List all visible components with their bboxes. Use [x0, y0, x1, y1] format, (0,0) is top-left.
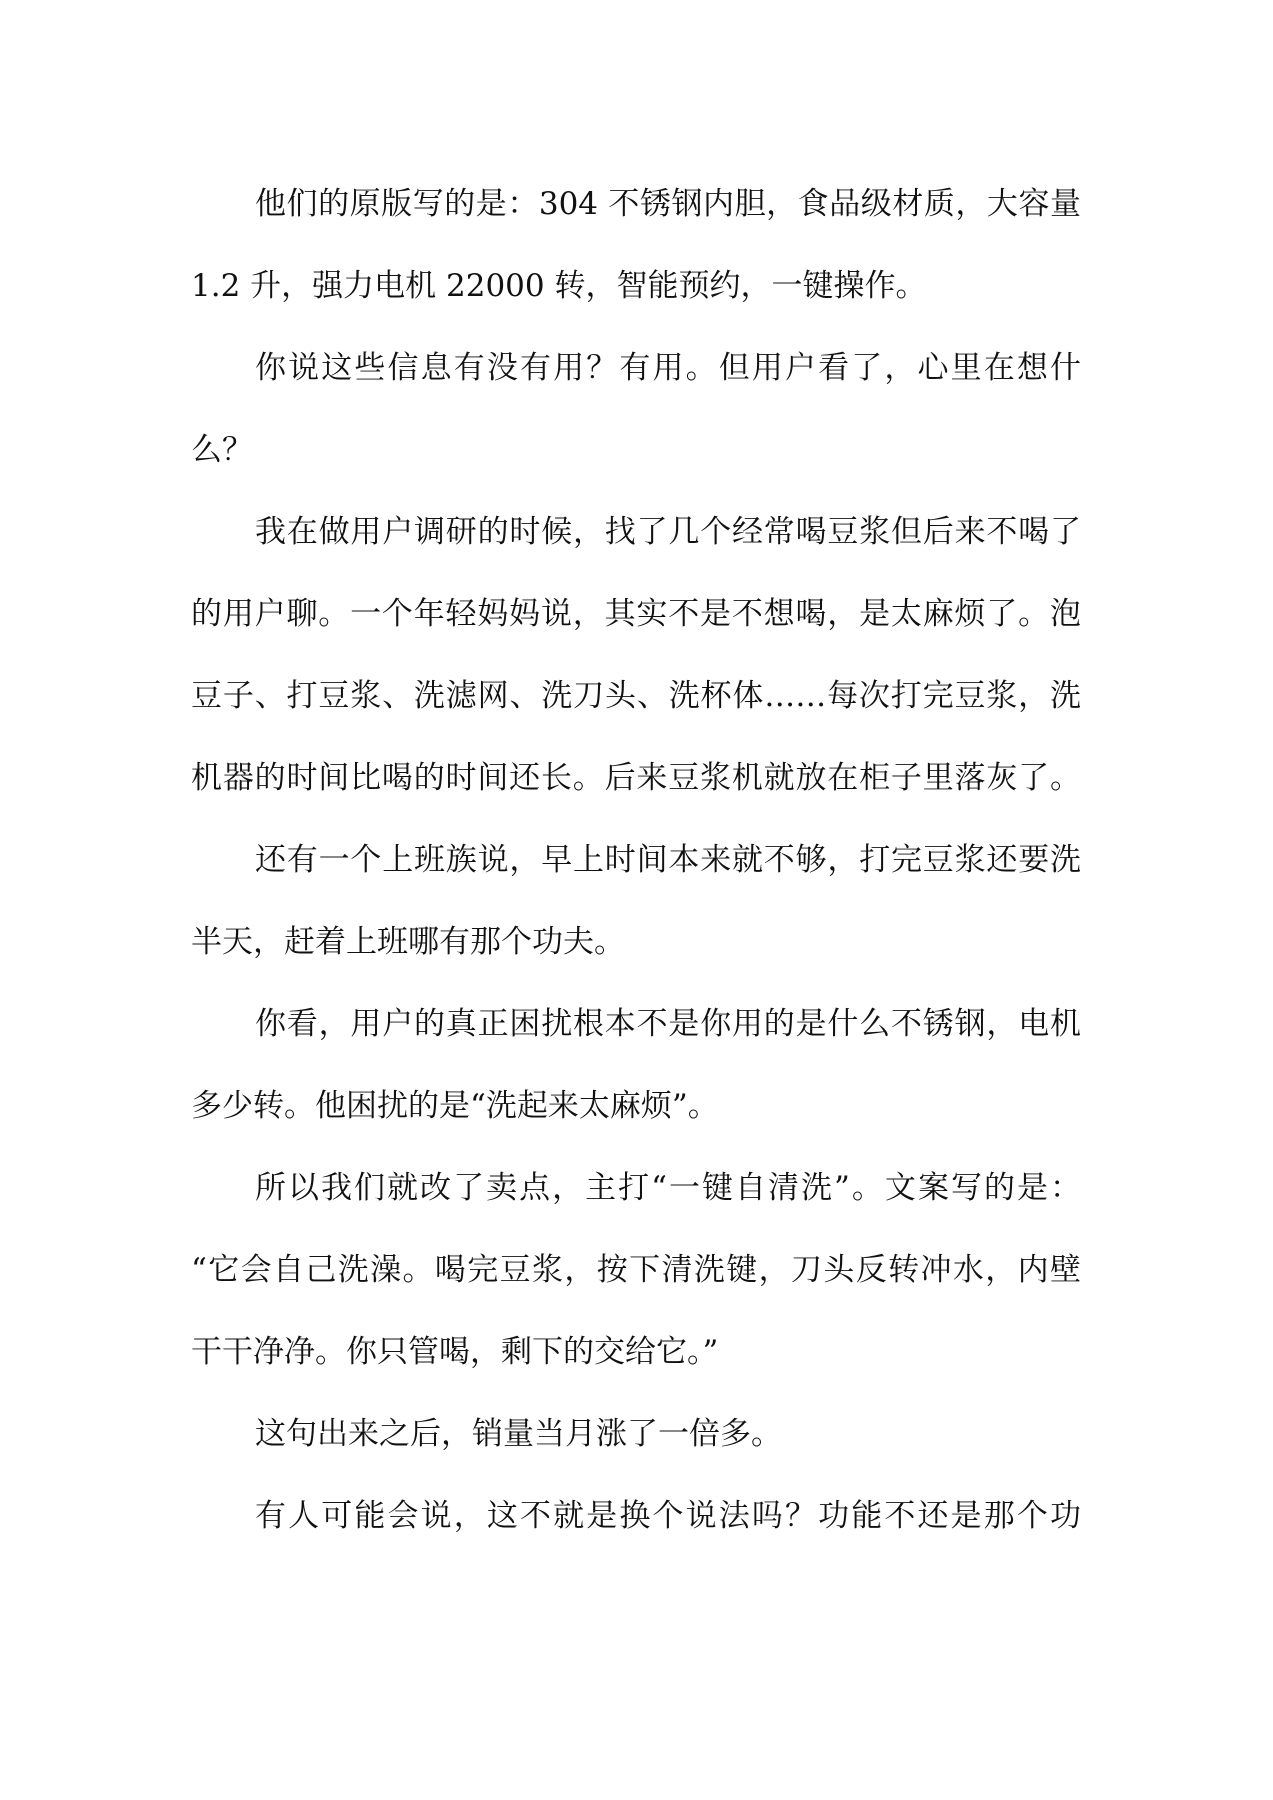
paragraph-line: 半天，赶着上班哪有那个功夫。: [191, 924, 625, 960]
paragraph-line: 多少转。他困扰的是“洗起来太麻烦”。: [191, 1088, 719, 1124]
paragraph-line: 豆子、打豆浆、洗滤网、洗刀头、洗杯体……每次打完豆浆，洗: [191, 678, 1081, 714]
paragraph-line: “它会自己洗澡。喝完豆浆，按下清洗键，刀头反转冲水，内壁: [191, 1252, 1081, 1288]
paragraph-line: 有人可能会说，这不就是换个说法吗？功能不还是那个功: [255, 1498, 1081, 1534]
paragraph-line: 还有一个上班族说，早上时间本来就不够，打完豆浆还要洗: [255, 842, 1081, 878]
paragraph-line: 他们的原版写的是：304 不锈钢内胆，食品级材质，大容量: [255, 186, 1081, 222]
paragraph-line: 1.2 升，强力电机 22000 转，智能预约，一键操作。: [191, 268, 927, 304]
paragraph-line: 所以我们就改了卖点，主打“一键自清洗”。文案写的是：: [255, 1170, 1081, 1206]
paragraph-line: 么？: [191, 432, 253, 468]
body-text: [191, 163, 1081, 1557]
paragraph-line: 机器的时间比喝的时间还长。后来豆浆机就放在柜子里落灰了。: [191, 760, 1081, 796]
paragraph-line: 你说这些信息有没有用？有用。但用户看了，心里在想什: [255, 350, 1081, 386]
paragraph-line: 干干净净。你只管喝，剩下的交给它。”: [191, 1334, 719, 1370]
paragraph-line: 的用户聊。一个年轻妈妈说，其实不是不想喝，是太麻烦了。泡: [191, 596, 1081, 632]
paragraph-line: 这句出来之后，销量当月涨了一倍多。: [255, 1416, 782, 1452]
paragraph-line: 我在做用户调研的时候，找了几个经常喝豆浆但后来不喝了: [255, 514, 1081, 550]
paragraph-line: 你看，用户的真正困扰根本不是你用的是什么不锈钢，电机: [255, 1006, 1081, 1042]
